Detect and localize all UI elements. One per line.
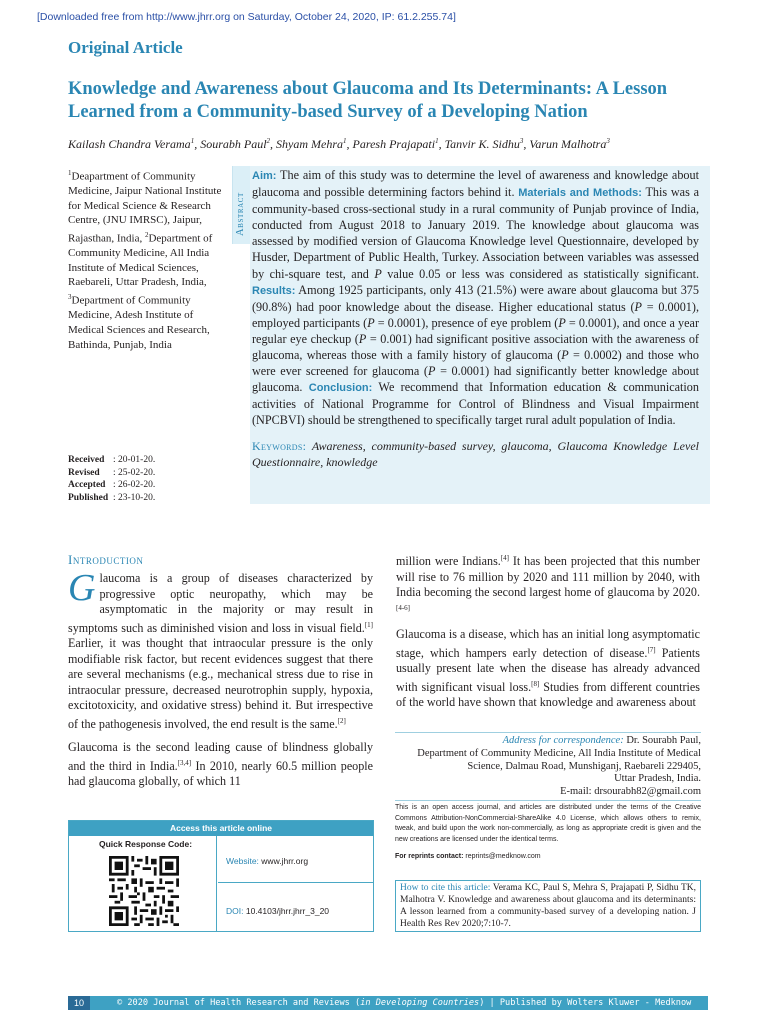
citation-ref: [1] xyxy=(364,620,373,629)
author-name: Tanvir K. Sidhu xyxy=(444,137,520,151)
p-symbol: P xyxy=(428,364,436,379)
article-type: Original Article xyxy=(68,38,183,57)
methods-heading: Materials and Methods: xyxy=(518,187,642,200)
p-symbol: P xyxy=(561,348,569,363)
citation-ref: [8] xyxy=(531,679,540,688)
paragraph-text: million were Indians. xyxy=(396,554,501,569)
conclusion-text: We recommend that Information education & communication activities of National Programme for Control of Blindness and Visual Impairment (NPCBVI) should be strengthened to specifically target rural adult population of India. xyxy=(252,380,699,428)
correspondence-line: Science, Dalmau Road, Munshiganj, Raebareli 229405, xyxy=(467,760,701,772)
correspondence-block xyxy=(395,732,701,799)
date-row xyxy=(68,479,155,492)
aim-heading: Aim: xyxy=(252,170,277,182)
p-symbol: P xyxy=(374,266,382,281)
qr-label: Quick Response Code: xyxy=(99,839,193,849)
paragraph xyxy=(396,551,700,619)
introduction-heading: Introduction xyxy=(68,552,144,567)
citation-ref: [4-6] xyxy=(396,603,410,612)
website-label: Website: xyxy=(226,856,259,866)
author-affiliation-sup: 1 xyxy=(435,137,439,145)
qr-code-icon[interactable] xyxy=(109,856,179,926)
conclusion-heading: Conclusion: xyxy=(308,382,373,395)
results-heading: Results: xyxy=(252,284,296,297)
date-label: Published xyxy=(68,492,109,503)
paragraph-text: It has been projected that this number will rise to 76 million by 2020 and 111 million by 2040, with India becoming the second largest home of glaucoma by 2020. xyxy=(396,554,700,600)
keywords xyxy=(252,438,699,470)
doi-cell xyxy=(218,884,374,931)
paragraph-text: laucoma is a group of diseases characterized by progressive optic neuropathy, which may be asymptomatic in the majority or may result in symptoms such as diminished vision and loss in visual field. xyxy=(68,571,373,635)
author-name: Shyam Mehra xyxy=(276,137,344,151)
affiliations xyxy=(68,166,226,352)
correspondence-heading: Address for correspondence: xyxy=(502,735,624,746)
citation-ref: [2] xyxy=(337,716,346,725)
date-value: : 26-02-20. xyxy=(113,480,156,491)
date-row xyxy=(68,492,155,505)
abstract-tab-label: Abstract xyxy=(235,192,246,236)
date-label: Revised xyxy=(68,467,100,478)
affiliation-2: Department of Community Medicine, All India Institute of Medical Sciences, Raebareli, Uttar Pradesh, India, xyxy=(68,232,213,289)
body-column-right xyxy=(396,551,700,711)
date-value: : 25-02-20. xyxy=(113,467,156,478)
citation-ref: [4] xyxy=(500,554,509,562)
author-affiliation-sup: 1 xyxy=(190,137,195,145)
paragraph-text: In 2010, nearly 60.5 million people had glaucoma globally, of which 11 xyxy=(68,758,374,789)
reprints-contact xyxy=(395,853,541,860)
results-text-4: = 0.0001), and once a year regular eye checkup ( xyxy=(252,315,699,346)
date-label: Received xyxy=(68,455,105,465)
download-notice: [Downloaded free from http://www.jhrr.org on Saturday, October 24, 2020, IP: 61.2.255.74] xyxy=(37,11,456,23)
footer-text-a: © 2020 Journal of Health Research and Reviews ( xyxy=(117,998,361,1008)
results-text-7: = 0.0001) had significantly better knowledge about glaucoma. xyxy=(252,364,700,395)
reprints-label: For reprints contact: xyxy=(395,853,464,860)
p-symbol: P xyxy=(558,315,566,330)
website-cell xyxy=(218,836,374,883)
cite-text: Verama KC, Paul S, Mehra S, Prajapati P, Sidhu TK, Malhotra V. Knowledge and awareness about glaucoma and its determinants: A lesson learned from a community-based survey of a developing nation. J Health Res Rev 2020;7:10-7. xyxy=(400,883,696,929)
how-to-cite-box xyxy=(395,880,701,932)
paragraph xyxy=(396,627,700,711)
article-title: Knowledge and Awareness about Glaucoma and Its Determinants: A Lesson Learned from a Community-based Survey of a Developing Nation xyxy=(68,79,668,122)
author-affiliation-sup: 2 xyxy=(266,137,271,145)
author-list: Kailash Chandra Verama$^1$, Sourabh Paul$^2$, Shyam Mehra$^1$, Paresh Prajapati$^1$, Tanvir K. Sidhu$^3$, Varun Malhotra$^3$ xyxy=(68,137,610,151)
author-name: Varun Malhotra xyxy=(529,137,607,151)
affil-sup-2: 2 xyxy=(144,231,149,240)
results-text-1: Among 1925 participants, only 413 (21.5%) were aware about glaucoma but 375 (90.8%) had poor knowledge about the disease. Higher educational status ( xyxy=(252,282,699,314)
paragraph-text: Glaucoma is a disease, which has an initial long asymptomatic stage, which hampers early detection of disease. xyxy=(396,627,700,660)
paragraph-text: Earlier, it was thought that intraocular pressure is the only modifiable risk factor, but recent evidences suggest that there are several mechanisms (e.g., mechanical stress due to rise in intraocular pressure, decreased neurotrophin supply, hypoxia, excitotoxicity, and oxidative stress) behind it. But irrespective of the pathogenesis involved, the end result is the same. xyxy=(68,636,373,731)
paragraph xyxy=(68,567,373,732)
qr-cell xyxy=(69,836,217,931)
keywords-heading: Keywords: xyxy=(252,438,307,453)
results-text-3: = 0.0001), presence of eye problem ( xyxy=(374,315,559,330)
affil-sup-3: 3 xyxy=(68,293,72,302)
results-text-2: = 0.0001), employed participants ( xyxy=(252,299,699,330)
date-row xyxy=(68,467,155,480)
doi-label: DOI: xyxy=(226,906,244,916)
footer-text-italic: in Developing Countries xyxy=(360,998,480,1008)
access-heading: Access this article online xyxy=(69,821,373,836)
p-symbol: P xyxy=(358,331,367,346)
license-text: This is an open access journal, and articles are distributed under the terms of the Creative Commons Attribution-NonCommercial-ShareAlike 4.0 License, which allows others to remix, tweak, and build upon the work non-commercially, as long as appropriate credit is given and the new creations are licensed under the identical terms. xyxy=(395,800,701,845)
affiliation-1: Deapartment of Community Medicine, Jaipur National Institute for Medical Science & Research Centre, (JNU IMRSC), Jaipur, Rajasthan, India, xyxy=(68,170,222,245)
page-footer xyxy=(68,996,708,1010)
p-symbol: P xyxy=(367,315,375,330)
date-value: : 20-01-20. xyxy=(113,455,156,465)
paragraph-text: Glaucoma is the second leading cause of blindness globally and the third in India. xyxy=(68,740,373,773)
author-name: Sourabh Paul xyxy=(200,137,267,151)
reprints-email[interactable]: reprints@medknow.com xyxy=(463,853,541,860)
doi-link[interactable]: 10.4103/jhrr.jhrr_3_20 xyxy=(245,906,330,916)
results-text-5: = 0.001) had significant positive association with the awareness of glaucoma, whereas those with a family history of glaucoma ( xyxy=(252,331,699,363)
correspondence-line: Department of Community Medicine, All India Institute of Medical xyxy=(417,747,701,759)
keywords-text: Awareness, community-based survey, glaucoma, Glaucoma Knowledge Level Questionnaire, knowledge xyxy=(252,438,699,469)
correspondence-email[interactable]: E-mail: drsourabh82@gmail.com xyxy=(560,786,701,798)
author-affiliation-sup: 3 xyxy=(519,137,524,145)
affiliation-3: Department of Community Medicine, Adesh Institute of Medical Sciences and Research, Bathinda, Punjab, India xyxy=(68,294,210,351)
body-column-left xyxy=(68,567,374,790)
citation-ref: [7] xyxy=(647,645,656,654)
author-name: Paresh Prajapati xyxy=(352,137,436,151)
cite-heading: How to cite this article: xyxy=(400,883,491,893)
footer-text-b: ) | Published by Wolters Kluwer - Medknow xyxy=(479,998,692,1008)
footer-text xyxy=(117,996,691,1010)
drop-cap: G xyxy=(68,567,96,609)
paragraph xyxy=(68,740,373,790)
website-link[interactable]: www.jhrr.org xyxy=(261,856,309,866)
affil-sup-1: 1 xyxy=(68,169,72,177)
results-text-6: = 0.0002) and those who were ever screened for glaucoma ( xyxy=(252,348,699,379)
date-row xyxy=(68,454,155,467)
paragraph-text: Studies from different countries of the world have shown that knowledge and awareness about xyxy=(396,679,700,710)
methods-text: This was a community-based cross-sectional study in a rural community of Punjab province of India, conducted from August 2018 to January 2019. The knowledge about glaucoma was assessed by modified version of Glaucoma Knowledge level Questionnaire, developed by Husder, Department of Public Health, Turkey. Association between variables was assessed by chi-square test, and xyxy=(252,185,699,281)
p-symbol: P xyxy=(634,299,642,314)
methods-text-end: value 0.05 or less was considered as statistically significant. xyxy=(381,266,699,281)
page-number: 10 xyxy=(68,996,90,1010)
date-value: : 23-10-20. xyxy=(113,492,156,503)
abstract-box xyxy=(250,166,710,504)
aim-text: The aim of this study was to determine the level of awareness and knowledge about glaucoma and possible determining factors behind it. xyxy=(252,168,699,200)
author-affiliation-sup: 1 xyxy=(343,137,347,145)
author-affiliation-sup: 3 xyxy=(606,137,610,145)
article-dates xyxy=(68,454,155,504)
abstract-tab xyxy=(232,166,250,244)
date-label: Accepted xyxy=(68,480,106,491)
correspondence-line: Uttar Pradesh, India. xyxy=(614,773,701,785)
correspondence-name: Dr. Sourabh Paul, xyxy=(623,735,701,746)
access-online-box xyxy=(68,820,374,932)
author-name: Kailash Chandra Verama xyxy=(68,137,191,151)
citation-ref: [3,4] xyxy=(177,758,192,767)
paragraph-text: Patients usually present late when the disease has already advanced with significant visual loss. xyxy=(396,645,700,694)
